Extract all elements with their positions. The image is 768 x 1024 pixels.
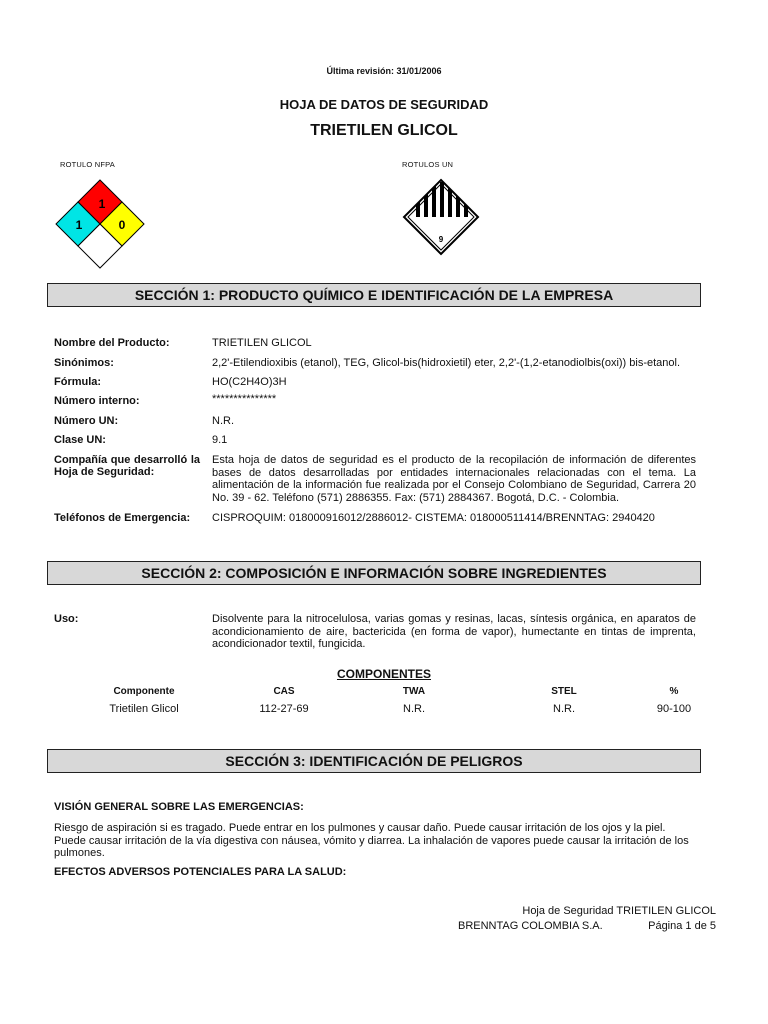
nfpa-label: ROTULO NFPA [60,160,115,169]
health-effects-heading: EFECTOS ADVERSOS POTENCIALES PARA LA SALUD: [54,866,347,878]
footer-page-number: Página 1 de 5 [648,920,716,932]
product-name-value: TRIETILEN GLICOL [212,337,312,349]
internal-number-value: *************** [212,393,277,405]
footer-doc-name: Hoja de Seguridad TRIETILEN GLICOL [522,905,716,917]
un-label: ROTULOS UN [402,160,454,169]
uso-label: Uso: [54,613,79,625]
section1-title: SECCIÓN 1: PRODUCTO QUÍMICO E IDENTIFICACIÓN DE LA EMPRESA [47,283,701,307]
table-header: % [669,686,679,697]
row-label: Fórmula: [54,376,102,388]
document-title: HOJA DE DATOS DE SEGURIDAD [279,97,489,112]
section2-title: SECCIÓN 2: COMPOSICIÓN E INFORMACIÓN SOBRE INGREDIENTES [47,561,701,585]
emergency-phones-value: CISPROQUIM: 018000916012/2886012- CISTEMA: 018000511414/BRENNTAG: 2940420 [212,512,655,524]
table-cell: N.R. [403,703,425,715]
formula-value: HO(C2H4O)3H [212,376,287,388]
nfpa-diamond-icon [52,176,148,272]
table-header: CAS [273,686,295,697]
un-class-value: 9.1 [212,434,228,446]
uso-value: Disolvente para la nitrocelulosa, varias gomas y resinas, lacas, síntesis orgánica, en aparatos de acondicionamiento de aire, bactericida (en forma de vapor), humectante en tintas de imprenta, acondicionador textil, fungicida. [212,613,696,650]
row-label: Clase UN: [54,434,106,446]
emergency-overview-text: Riesgo de aspiración si es tragado. Puede entrar en los pulmones y causar daño. Puede causar irritación de los ojos y la piel. Puede causar irritación de la vía digestiva con náusea, vómito y diarrea. La inhalación de vapores puede causar la irritación de los pulmones. [54,822,689,859]
section3-title: SECCIÓN 3: IDENTIFICACIÓN DE PELIGROS [47,749,701,773]
row-label: Nombre del Producto: [54,337,170,349]
table-cell: N.R. [553,703,575,715]
table-cell: 112-27-69 [259,703,309,715]
table-cell: Trietilen Glicol [109,703,179,715]
table-cell: 90-100 [656,703,692,715]
nfpa-flammability-value: 1 [98,197,106,211]
company-value: Esta hoja de datos de seguridad es el producto de la recopilación de información de diferentes bases de datos desarrolladas por entidades internacionales relacionadas con el tema. La alimentación de la información fue realizada por el Consejo Colombiano de Seguridad, Carrera 20 No. 39 - 62. Teléfono (571) 2886355. Fax: (571) 2884367. Bogotá, D.C. - Colombia. [212,454,696,504]
table-header: TWA [402,686,426,697]
revision-date: Última revisión: 31/01/2006 [326,66,442,76]
nfpa-reactivity-value: 0 [118,218,126,232]
un-class-number: 9 [438,235,444,244]
un-number-value: N.R. [212,415,234,427]
row-label: Compañía que desarrolló la Hoja de Seguridad: [54,454,200,478]
emergency-overview-heading: VISIÓN GENERAL SOBRE LAS EMERGENCIAS: [54,801,304,813]
synonyms-value: 2,2'-Etilendioxibis (etanol), TEG, Glicol-bis(hidroxietil) eter, 2,2'-(1,2-etanodiolbis(oxi)) bis-etanol. [212,357,681,369]
components-table [54,686,714,715]
footer-company: BRENNTAG COLOMBIA S.A. [458,920,603,932]
table-row [54,703,714,715]
components-heading: COMPONENTES [336,667,431,681]
row-label: Número interno: [54,395,140,407]
row-label: Sinónimos: [54,357,114,369]
table-header: Componente [113,686,175,697]
nfpa-health-value: 1 [75,218,83,232]
row-label: Teléfonos de Emergencia: [54,512,191,524]
table-header: STEL [551,686,577,697]
product-title: TRIETILEN GLICOL [310,122,458,139]
un-class9-placard-icon [402,178,480,256]
row-label: Número UN: [54,415,119,427]
